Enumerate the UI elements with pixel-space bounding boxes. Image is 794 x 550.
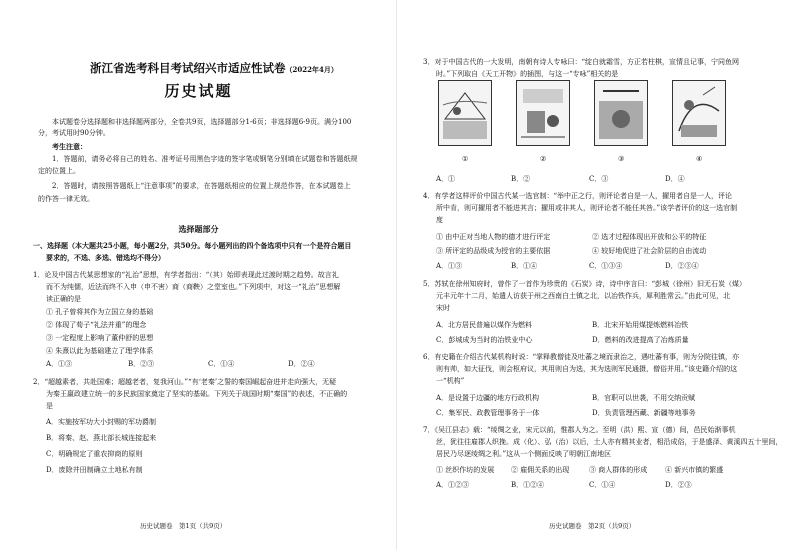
answer-option[interactable]: B．官职可以世袭，不用交纳贡赋	[592, 394, 696, 402]
notice-title: 考生注意：	[52, 142, 87, 151]
answer-option[interactable]: A．实施按军功大小封赐的军功爵制	[46, 418, 157, 426]
answer-option[interactable]: A．是设置于边疆的地方行政机构	[436, 394, 540, 402]
question-stem: 3．对于中国古代的一大发明，南朝有诗人专咏曰：“绽白就霜雪，方正若柱棋，宣情且记事，宁同鱼网	[423, 58, 740, 66]
question-stem: 7．《吴江县志》载：“绫绸之业，宋元以前，惟郡人为之。至明（洪）熙、宣（德）间，邑民始渐事机	[423, 426, 736, 434]
answer-option[interactable]: A．①③	[436, 262, 463, 270]
answer-option[interactable]: B．②	[511, 175, 531, 183]
question-stem: 4．有学者这样评价中国古代某一选官制：“举中正之行，则评论者自是一人，擢用者自是一人，评论	[423, 192, 733, 200]
question-item: ③ 所评定的品级成为授官的主要依据	[436, 247, 551, 255]
intro-line: 分，考试用时90分钟。	[38, 129, 110, 137]
answer-option[interactable]: D．废除井田制确立土地私有制	[46, 466, 143, 474]
answer-option[interactable]: A．北方居民普遍以煤作为燃料	[436, 321, 533, 329]
answer-option[interactable]: B．②③	[128, 360, 155, 368]
page-footer: 历史试题卷 第1页（共9页）	[140, 522, 227, 530]
answer-option[interactable]: C．①③④	[589, 262, 623, 270]
question-item: ④ 较好地促进了社会阶层的自由流动	[592, 247, 707, 255]
section-title: 选择题部分	[178, 224, 219, 234]
woodcut-illustration	[516, 80, 570, 146]
answer-option[interactable]: D．负责管理西藏、新疆等地事务	[592, 409, 696, 417]
question-stem: 读正确的是	[46, 295, 81, 303]
question-item: ④ 朱熹以此为基础建立了理学体系	[46, 347, 154, 355]
answer-option[interactable]: D．②③④	[665, 262, 699, 270]
answer-option[interactable]: B．①②④	[511, 481, 545, 489]
question-stem: 居民乃尽逐绫绸之利。”这从一个侧面反映了明朝江南地区	[436, 450, 612, 458]
answer-option[interactable]: C．③	[589, 175, 609, 183]
illustration-row	[438, 80, 724, 163]
page-footer: 历史试题卷 第2页（共9页）	[549, 522, 636, 530]
illustration-number: ②	[540, 155, 547, 163]
woodcut-illustration	[672, 80, 726, 146]
section-instructions: 一、选择题（本大题共25小题，每小题2分，共50分。每小题列出的四个备选项中只有一个是符合题目	[33, 241, 352, 250]
question-item: ① 孔子曾将其作为立国立身的基础	[46, 308, 154, 316]
question-stem: 6．有史籍在介绍古代某机构时说：“掌释教僧徒及吐蕃之境而隶治之，遇吐蕃有事，则为分院往镇，亦	[423, 353, 740, 361]
question-stem: 1．论及中国古代某思想家的“礼治”思想，有学者指出：“（其）始即表现此过渡时期之趋势。故言礼	[33, 271, 339, 279]
question-stem: 丝，犹往往雇郡人织挽。成（化）、弘（治）以后，土人亦有精其业者，相沿成俗，于是盛泽、黄溪四五十里间，	[436, 438, 783, 446]
answer-option[interactable]: C．集军民、政教管理事务于一体	[436, 409, 540, 417]
exam-title-text: 浙江省选考科目考试绍兴市适应性试卷	[90, 61, 286, 75]
answer-option[interactable]: A．①	[436, 175, 456, 183]
notice-item: 2．答题时，请按照答题纸上“注意事项”的要求，在答题纸相应的位置上规范作答，在本试题卷上	[52, 182, 351, 190]
subject-title: 历史试题	[164, 82, 233, 100]
question-item: ③ 商人群体的形成	[589, 466, 648, 474]
section-instructions: 要求的，不选、多选、错选均不得分）	[46, 253, 165, 262]
answer-option[interactable]: B．将秦、赵、燕北部长城连接起来	[46, 434, 157, 442]
question-stem: 所中肯，则可擢用者不能进其言；擢用或非其人，则评论者不能任其咎。”该学者评价的这一选官制	[436, 204, 738, 212]
question-stem: 一“机构”	[436, 377, 465, 385]
question-item: ② 体现了荀子“礼法并重”的理念	[46, 321, 147, 329]
notice-item: 定的位置上。	[38, 167, 80, 175]
answer-option[interactable]: A．①②③	[436, 481, 470, 489]
question-item: ① 丝织作坊的发展	[436, 466, 495, 474]
answer-option[interactable]: C．彭城成为当时的冶铁业中心	[436, 336, 533, 344]
answer-option[interactable]: B．①④	[511, 262, 538, 270]
exam-title	[90, 60, 338, 76]
question-stem: 5．苏轼在徐州知府时，曾作了一首作为珍贵的《石炭》诗，诗中序言曰：“彭城（徐州）旧无石炭（煤）	[423, 280, 747, 288]
question-stem: 为秦王嬴政建立统一的多民族国家奠定了坚实的基础。下列关于战国时期“秦国”的表述，不正确的	[46, 390, 348, 398]
question-stem: 是	[46, 402, 53, 410]
answer-option[interactable]: C．明确规定了重农抑商的原则	[46, 450, 143, 458]
answer-option[interactable]: D．②③	[665, 481, 692, 489]
question-item: ④ 新兴市镇的繁盛	[665, 466, 724, 474]
question-stem: 宋时	[436, 304, 450, 312]
question-stem: 2．“超越素者，共赴国难；超越老者，复我河山。”“有‘老秦’之誓的秦国崛起奋进并走向强大，无疑	[33, 378, 337, 386]
woodcut-illustration	[438, 80, 492, 146]
question-item: ① 由中正对当地人物的德才进行评定	[436, 233, 551, 241]
intro-line: 本试题卷分选择题和非选择题两部分，全卷共9页，选择题部分1-6页；非选择题6-9页。满分100	[52, 118, 352, 126]
answer-option[interactable]: D．②④	[288, 360, 315, 368]
answer-option[interactable]: D．燃料的改进提高了冶炼质量	[592, 336, 689, 344]
question-stem: 时。”下列取自《天工开物》的插图，与这一“专咏”相关的是	[436, 70, 619, 78]
answer-option[interactable]: D．④	[665, 175, 685, 183]
question-stem: 元丰元年十二月，始遣人访获于州之西南白土镇之北，以冶铁作兵，犀利胜常云。”由此可见，北	[436, 292, 731, 300]
notice-item: 1．答题前，请务必将自己的姓名、准考证号用黑色字迹的签字笔或钢笔分别填在试题卷和答题纸规	[52, 155, 358, 163]
notice-item: 的作答一律无效。	[38, 195, 94, 203]
answer-option[interactable]: C．①④	[589, 481, 616, 489]
question-item: ③ 一定程度上影响了董仲舒的思想	[46, 334, 154, 342]
illustration-number: ①	[462, 155, 469, 163]
answer-option[interactable]: C．①④	[208, 360, 235, 368]
question-stem: 而不为纯儒，近法而终不入申（申不害）商（商鞅）之堂室也。”下列项中，对这一“礼治”思想解	[46, 283, 341, 291]
answer-option[interactable]: A．①③	[46, 360, 73, 368]
question-stem: 度	[436, 216, 443, 224]
woodcut-illustration	[594, 80, 648, 146]
answer-option[interactable]: B．北宋开始用煤提炼燃料冶铁	[592, 321, 689, 329]
question-stem: 则有帅，如大征伐，则会枢府议，其用则自为选，其为选则军民通摄，僧俗并用。”该史籍介绍的这	[436, 365, 738, 373]
question-item: ② 雇佣关系的出现	[511, 466, 570, 474]
exam-title-date: （2022年4月）	[285, 65, 338, 74]
illustration-number: ③	[618, 155, 625, 163]
illustration-number: ④	[696, 155, 703, 163]
question-item: ② 选才过程体现出开放和公平的特征	[592, 233, 707, 241]
